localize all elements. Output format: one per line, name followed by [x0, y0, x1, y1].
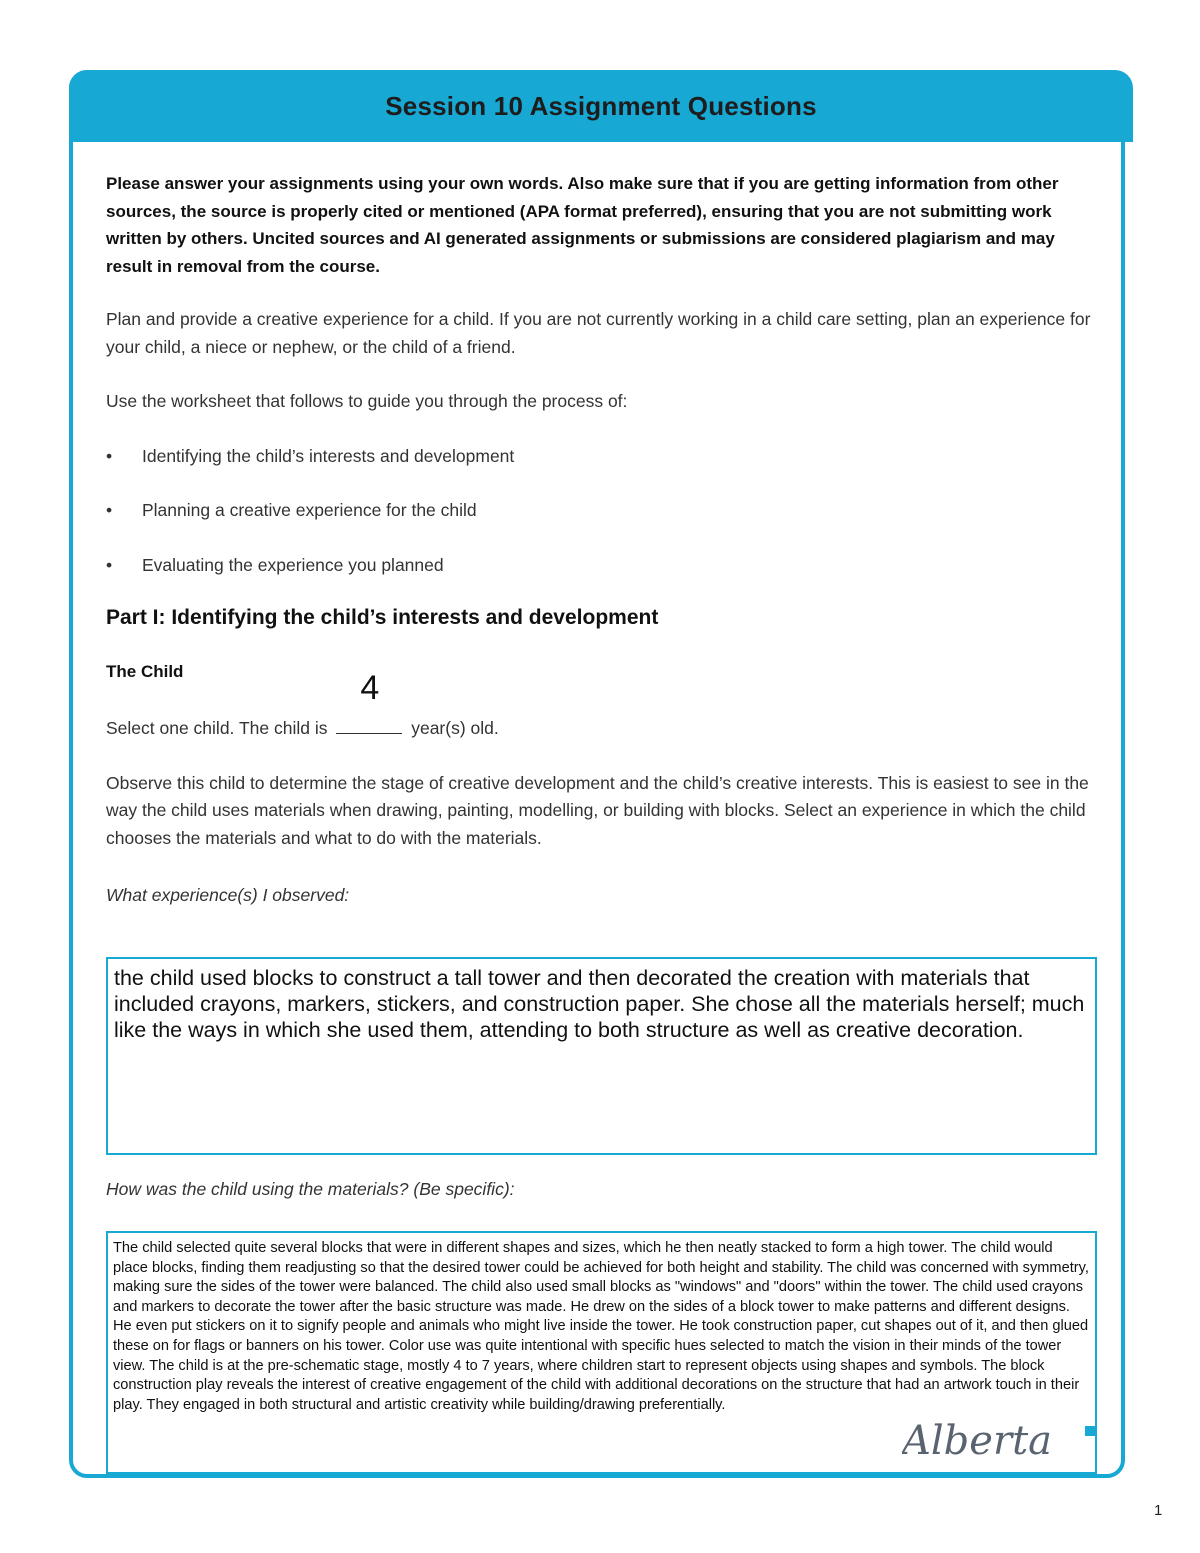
alberta-logo: [902, 1416, 1098, 1460]
list-item: [106, 497, 1096, 525]
answer-observed-box[interactable]: the child used blocks to construct a tall tower and then decorated the creation with materials that included crayons, markers, stickers, and construction paper. She chose all the materials herself; much like the ways in which she used them, attending to both structure as well as creative decoration.: [106, 957, 1097, 1155]
intro-paragraph: Plan and provide a creative experience for a child. If you are not currently working in a child care setting, plan an experience for your child, a niece or nephew, or the child of a friend.: [106, 309, 1091, 357]
worksheet-intro: Use the worksheet that follows to guide you through the process of:: [106, 391, 628, 411]
bullet-icon: •: [106, 500, 113, 520]
age-suffix: year(s) old.: [411, 718, 499, 738]
age-field[interactable]: [336, 669, 402, 734]
page-number: 1: [1154, 1502, 1163, 1519]
list-item: [106, 443, 1096, 471]
observe-paragraph: Observe this child to determine the stage of creative development and the child’s creative interests. This is easiest to see in the way the child uses materials when drawing, painting, modelling, or building with blocks. Select an experience in which the child chooses the materials and what to do with the materials.: [106, 772, 1089, 848]
plagiarism-notice: Please answer your assignments using your own words. Also make sure that if you are getting information from other sources, the source is properly cited or mentioned (APA format preferred), ensuring that you are not submitting work written by others. Uncited sources and AI generated assignments or submissions are considered plagiarism and may result in removal from the course.: [106, 174, 1059, 276]
logo-square: [1085, 1426, 1095, 1436]
question-materials-label: How was the child using the materials? (Be specific):: [106, 1179, 515, 1199]
part1-heading: Part I: Identifying the child’s interests and development: [106, 606, 659, 629]
child-age-line: [106, 669, 1096, 743]
list-item-text: Planning a creative experience for the child: [142, 500, 477, 520]
age-prefix: Select one child. The child is: [106, 718, 328, 738]
bullet-icon: •: [106, 554, 113, 575]
list-item-text: Evaluating the experience you planned: [142, 554, 444, 575]
bullet-icon: •: [106, 445, 113, 466]
answer-materials-box[interactable]: The child selected quite several blocks that were in different shapes and sizes, which he then neatly stacked to form a high tower. The child would place blocks, finding them readjusting so that the desired tower could be achieved for both height and stability. The child was concerned with symmetry, making sure the sides of the tower were balanced. The child also used small blocks as "windows" and "doors" within the tower. The child used crayons and markers to decorate the tower after the basic structure was made. He drew on the sides of a block tower to make patterns and different designs. He even put stickers on it to signify people and animals who might live inside the tower. He took construction paper, cut shapes out of it, and then glued these on for flags or banners on his tower. Color use was quite intentional with specific hues selected to match the vision in their minds of the tower view. The child is at the pre-schematic stage, mostly 4 to 7 years, where children start to represent objects using shapes and symbols. The block construction play reveals the interest of creative engagement of the child with additional decorations on the structure that had an artwork touch in their play. They engaged in both structural and artistic creativity while building/drawing preferentially.: [106, 1231, 1097, 1474]
logo-wordmark: Alberta: [902, 1418, 1052, 1460]
list-item-text: Identifying the child’s interests and development: [142, 445, 515, 466]
document-body: [106, 170, 1096, 906]
question-observed-label: What experience(s) I observed:: [106, 885, 350, 905]
page-title: Session 10 Assignment Questions: [385, 90, 817, 121]
list-item: [106, 552, 1096, 580]
child-heading: The Child: [106, 662, 184, 681]
age-value: 4: [360, 669, 380, 707]
